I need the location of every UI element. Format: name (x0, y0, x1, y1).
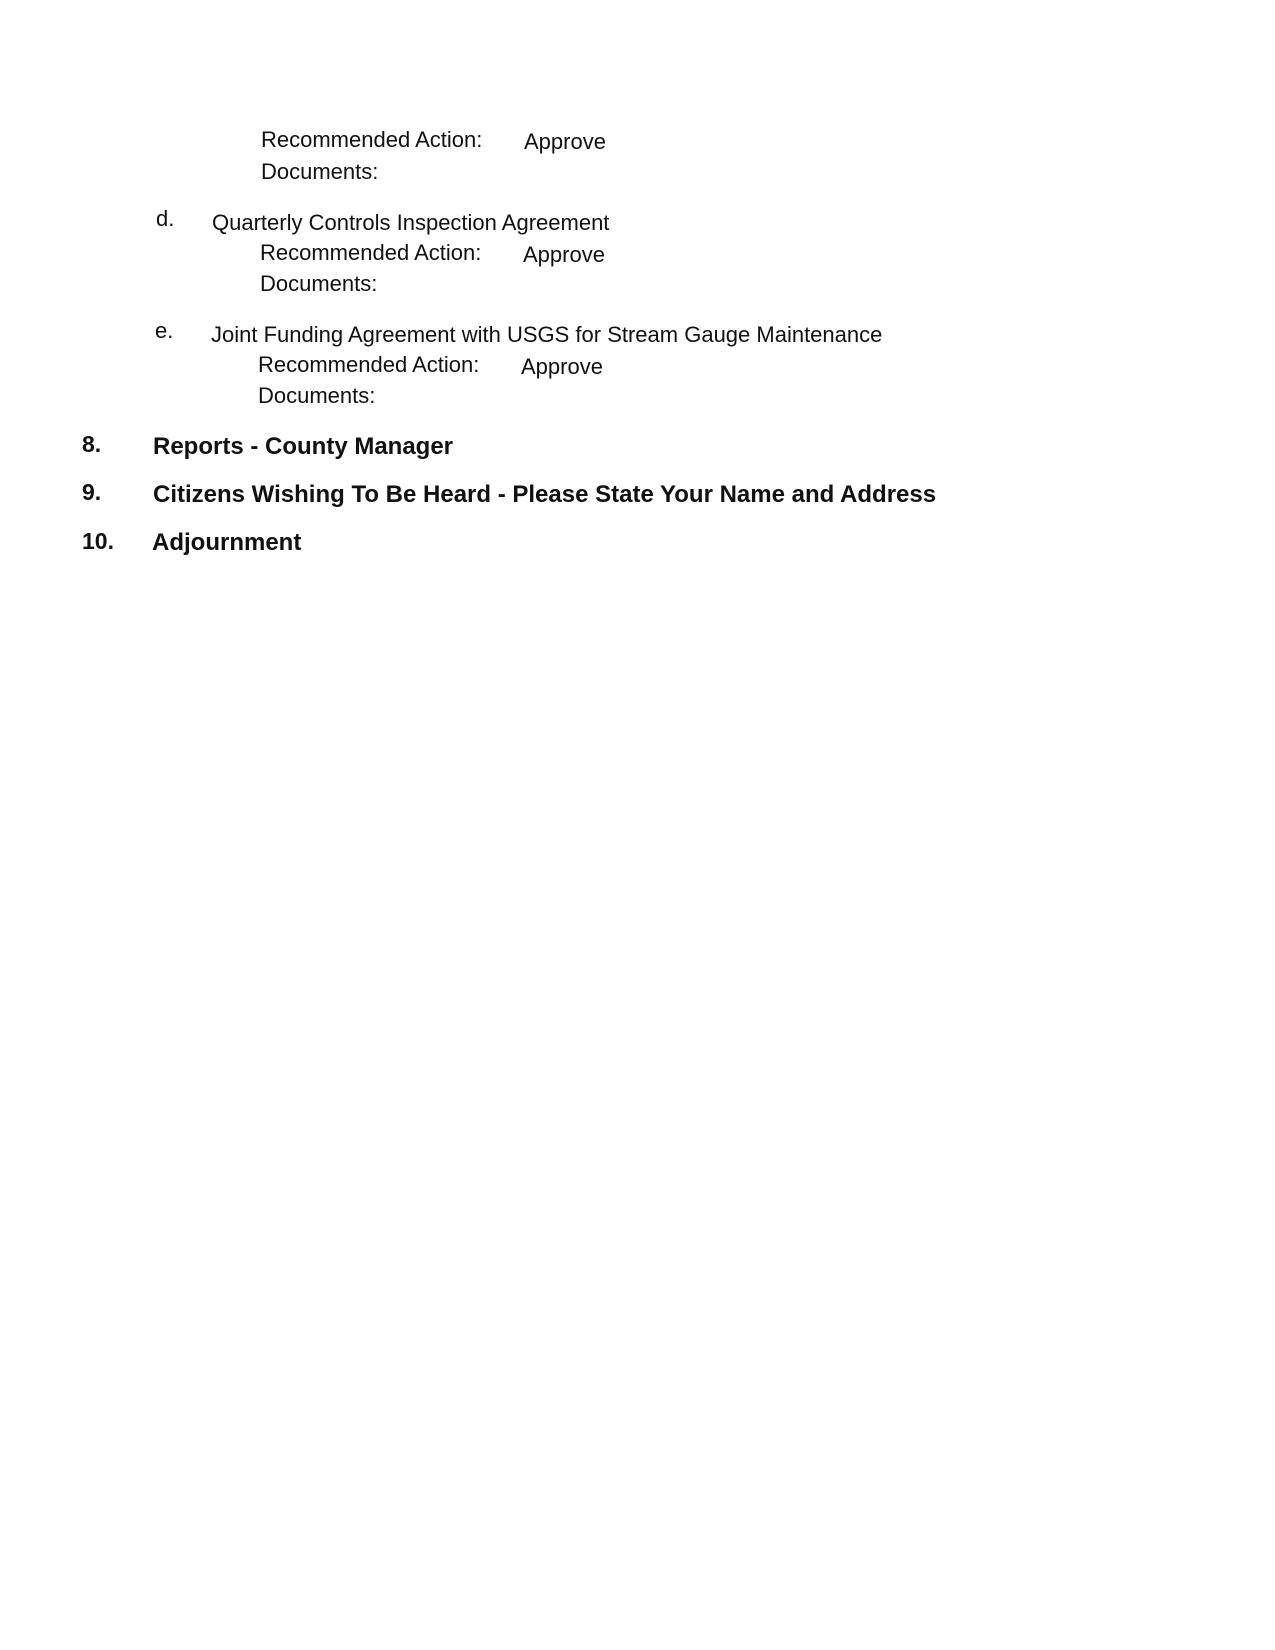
item-title: Quarterly Controls Inspection Agreement (212, 210, 610, 235)
item-letter: d. (156, 206, 175, 231)
item-title: Joint Funding Agreement with USGS for Stream Gauge Maintenance (211, 322, 883, 347)
recommended-action-label: Recommended Action: (260, 240, 482, 265)
recommended-action-label: Recommended Action: (261, 127, 483, 152)
recommended-action-value: Approve (521, 354, 603, 379)
section-title: Adjournment (152, 529, 302, 556)
documents-label: Documents: (261, 159, 379, 184)
recommended-action-label: Recommended Action: (258, 352, 480, 377)
documents-label: Documents: (260, 271, 378, 296)
section-title: Reports - County Manager (153, 433, 454, 460)
recommended-action-value: Approve (523, 242, 605, 267)
item-letter: e. (155, 318, 174, 343)
section-title: Citizens Wishing To Be Heard - Please State Your Name and Address (153, 481, 937, 508)
documents-label: Documents: (258, 383, 376, 408)
section-number: 10. (82, 528, 114, 554)
recommended-action-value: Approve (524, 129, 606, 154)
section-number: 9. (82, 479, 102, 505)
section-number: 8. (82, 431, 102, 457)
